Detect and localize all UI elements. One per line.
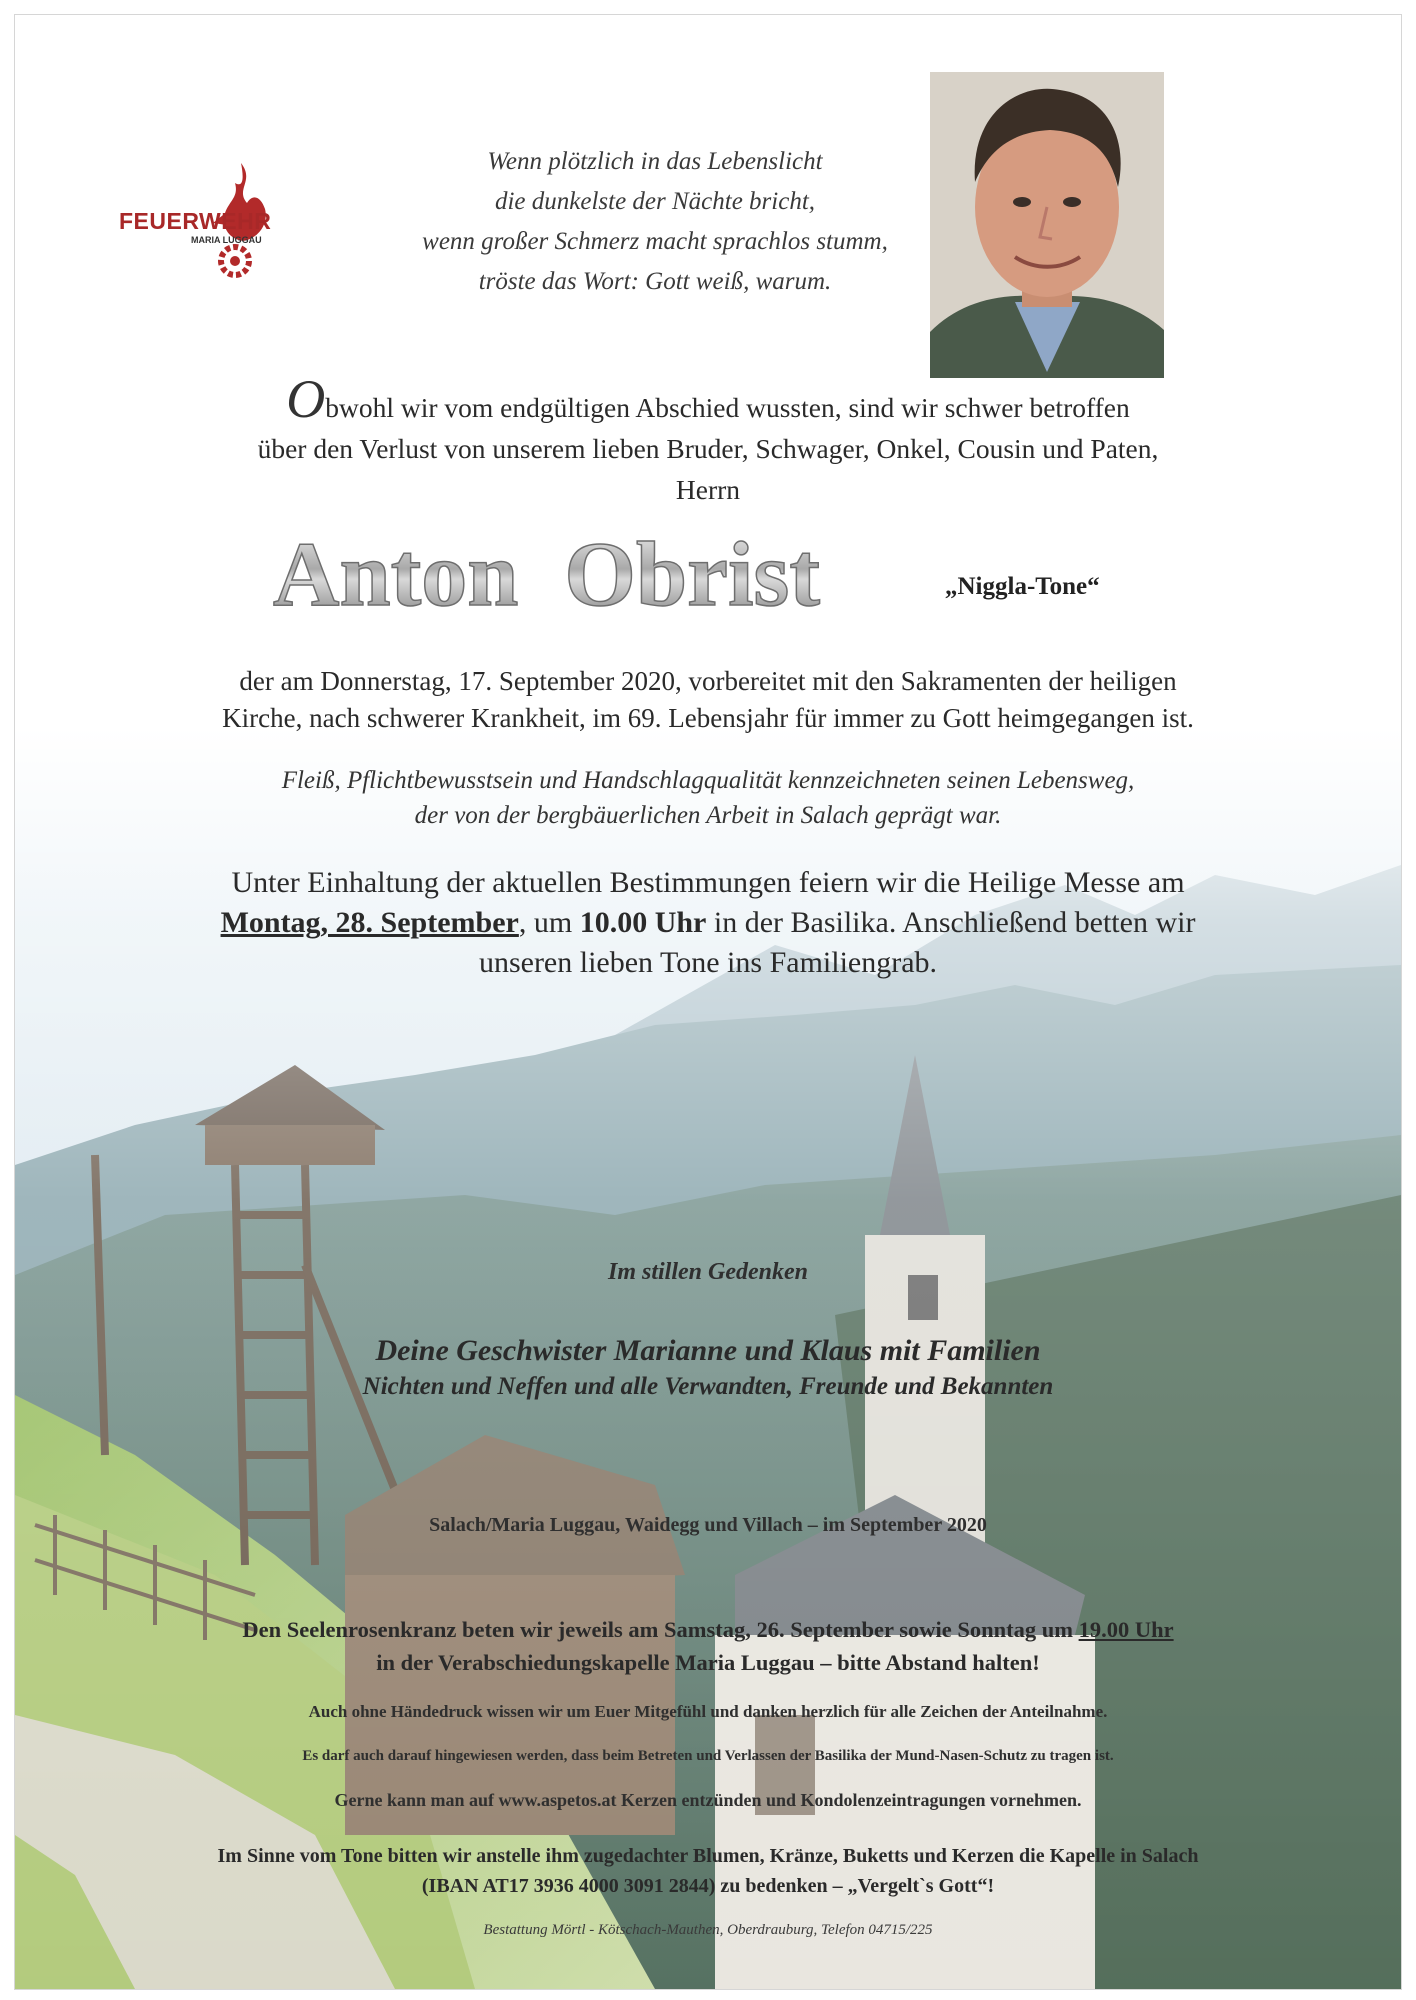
feuerwehr-logo — [115, 153, 315, 283]
character-line: der von der bergbäuerlichen Arbeit in Salach geprägt war. — [414, 802, 1002, 829]
note-online-candles: Gerne kann man auf www.aspetos.at Kerzen entzünden und Kondolenzeintragungen vornehmen. — [334, 1790, 1082, 1810]
mass-mid-1: , um — [518, 906, 580, 939]
intro-line-2: über den Verlust von unserem lieben Bruder, Schwager, Onkel, Cousin und Paten, — [257, 433, 1159, 464]
donation-line: (IBAN AT17 3936 4000 3091 2844) zu bedenken – „Vergelt`s Gott“! — [421, 1875, 995, 1897]
death-notice-line: Kirche, nach schwerer Krankheit, im 69. Lebensjahr für immer zu Gott heimgegangen ist. — [222, 703, 1194, 733]
intro-line-1 — [135, 369, 1281, 429]
intro-line-1-text: bwohl wir vom endgültigen Abschied wussten, sind wir schwer betroffen — [325, 392, 1130, 423]
mass-announcement — [125, 863, 1291, 983]
intro-line-3: Herrn — [675, 474, 741, 505]
poem-line: wenn großer Schmerz macht sprachlos stumm, — [422, 228, 888, 255]
donation-request — [95, 1841, 1321, 1901]
rosary-line-1-text: Den Seelenrosenkranz beten wir jeweils am Samstag, 26. September sowie Sonntag um — [242, 1617, 1079, 1642]
deceased-name-text: Anton Obrist — [273, 523, 820, 625]
deceased-nickname: „Niggla-Tone“ — [945, 573, 1100, 600]
memory-heading: Im stillen Gedenken — [607, 1259, 808, 1285]
death-notice — [115, 663, 1301, 737]
svg-text:MARIA LUGGAU: MARIA LUGGAU — [191, 235, 262, 245]
family-line-2: Nichten und Neffen und alle Verwandten, Freunde und Bekannten — [362, 1373, 1054, 1400]
rosary-announcement — [95, 1613, 1321, 1679]
mass-line-3: unseren lieben Tone ins Familiengrab. — [478, 946, 938, 979]
undertaker-info: Bestattung Mörtl - Kötschach-Mauthen, Oberdrauburg, Telefon 04715/225 — [483, 1922, 933, 1938]
poem — [375, 142, 935, 302]
mass-line-1: Unter Einhaltung der aktuellen Bestimmungen feiern wir die Heilige Messe am — [231, 866, 1185, 899]
mass-mid-2: in der Basilika. Anschließend betten wir — [706, 906, 1196, 939]
poem-line: die dunkelste der Nächte bricht, — [494, 188, 816, 215]
note-mask: Es darf auch darauf hingewiesen werden, dass beim Betreten und Verlassen der Basilika der Mund-Nasen-Schutz zu tragen ist. — [302, 1748, 1114, 1764]
mass-line-2 — [125, 903, 1291, 943]
character-line: Fleiß, Pflichtbewusstsein und Handschlagqualität kennzeichneten seinen Lebensweg, — [281, 767, 1135, 794]
deceased-name — [265, 517, 905, 627]
drop-cap: O — [286, 369, 326, 429]
rosary-time: 19.00 Uhr — [1078, 1617, 1174, 1642]
rosary-line-2: in der Verabschiedungskapelle Maria Luggau – bitte Abstand halten! — [376, 1650, 1040, 1675]
intro-text — [135, 369, 1281, 510]
poem-line: Wenn plötzlich in das Lebenslicht — [487, 148, 823, 175]
rosary-line-1 — [95, 1613, 1321, 1646]
family-line-1: Deine Geschwister Marianne und Klaus mit Familien — [375, 1334, 1041, 1367]
mass-date: Montag, 28. September — [220, 906, 519, 939]
poem-line: tröste das Wort: Gott weiß, warum. — [478, 268, 832, 295]
deceased-portrait — [930, 72, 1164, 378]
svg-text:FEUERWEHR: FEUERWEHR — [119, 208, 272, 234]
death-notice-line: der am Donnerstag, 17. September 2020, vorbereitet mit den Sakramenten der heiligen — [239, 666, 1177, 696]
mass-time: 10.00 Uhr — [579, 906, 707, 939]
place-date: Salach/Maria Luggau, Waidegg und Villach – im September 2020 — [429, 1514, 987, 1536]
character-description — [165, 763, 1251, 833]
obituary-page — [14, 14, 1402, 1990]
note-condolence: Auch ohne Händedruck wissen wir um Euer Mitgefühl und danken herzlich für alle Zeichen der Anteilnahme. — [308, 1702, 1108, 1721]
obituary-content — [15, 15, 1401, 1989]
flame-icon — [115, 153, 315, 283]
donation-line: Im Sinne vom Tone bitten wir anstelle ihm zugedachter Blumen, Kränze, Buketts und Kerzen die Kapelle in Salach — [217, 1845, 1199, 1867]
